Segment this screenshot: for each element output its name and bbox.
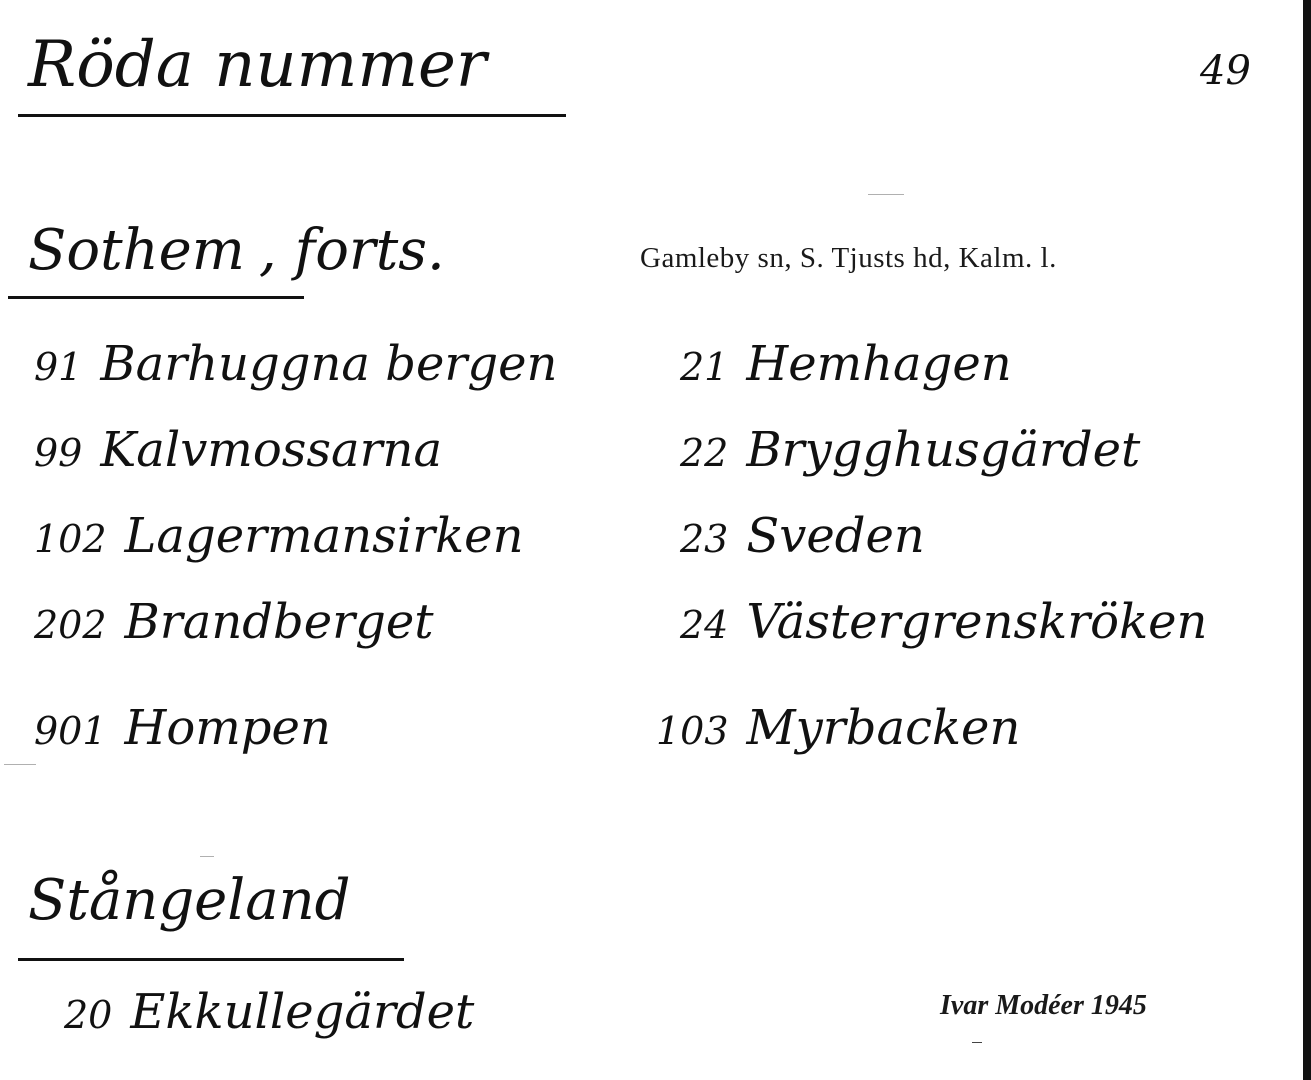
list-item	[680, 594, 1207, 650]
entry-name: Brandberget	[124, 594, 434, 650]
entry-number: 24	[680, 603, 729, 647]
section-heading-underline	[18, 958, 404, 961]
signature: Ivar Modéer 1945	[940, 990, 1147, 1021]
list-item	[34, 700, 331, 756]
section-heading-text: Sothem	[28, 218, 245, 283]
list-item	[680, 422, 1140, 478]
list-item	[64, 984, 474, 1040]
entry-number: 23	[680, 517, 729, 561]
section-heading-stangeland: Stångeland	[28, 868, 351, 933]
title-underline	[18, 114, 566, 117]
entry-name: Ekkullegärdet	[130, 984, 475, 1040]
scan-speck	[868, 194, 904, 195]
entry-number: 103	[656, 709, 729, 753]
list-item	[34, 594, 434, 650]
section-heading-underline	[8, 296, 304, 299]
entry-number: 99	[34, 431, 83, 475]
list-item	[680, 508, 925, 564]
entry-name: Västergrenskröken	[746, 594, 1208, 650]
entry-name: Barhuggna bergen	[100, 336, 558, 392]
entry-number: 21	[680, 345, 729, 389]
location-line: Gamleby sn, S. Tjusts hd, Kalm. l.	[640, 242, 1057, 274]
section-heading-sothem	[28, 218, 445, 283]
entry-name: Hemhagen	[746, 336, 1012, 392]
entry-name: Sveden	[746, 508, 925, 564]
entry-number: 20	[64, 993, 113, 1037]
section-heading-suffix: , forts.	[258, 218, 445, 283]
page-number: 49	[1200, 48, 1251, 94]
list-item	[34, 336, 557, 392]
scan-speck	[4, 764, 36, 765]
entry-name: Brygghusgärdet	[746, 422, 1141, 478]
list-item	[34, 508, 523, 564]
entry-number: 202	[34, 603, 107, 647]
scan-speck	[972, 1042, 982, 1043]
card-title: Röda nummer	[28, 28, 487, 102]
list-item	[656, 700, 1020, 756]
entry-number: 901	[34, 709, 107, 753]
entry-name: Myrbacken	[746, 700, 1021, 756]
entry-name: Kalvmossarna	[100, 422, 443, 478]
entry-number: 22	[680, 431, 729, 475]
entry-number: 91	[34, 345, 83, 389]
scan-speck	[200, 856, 214, 857]
entry-name: Lagermansirken	[124, 508, 524, 564]
entry-name: Hompen	[124, 700, 331, 756]
list-item	[680, 336, 1012, 392]
list-item	[34, 422, 442, 478]
entry-number: 102	[34, 517, 107, 561]
card-edge	[1303, 0, 1311, 1080]
